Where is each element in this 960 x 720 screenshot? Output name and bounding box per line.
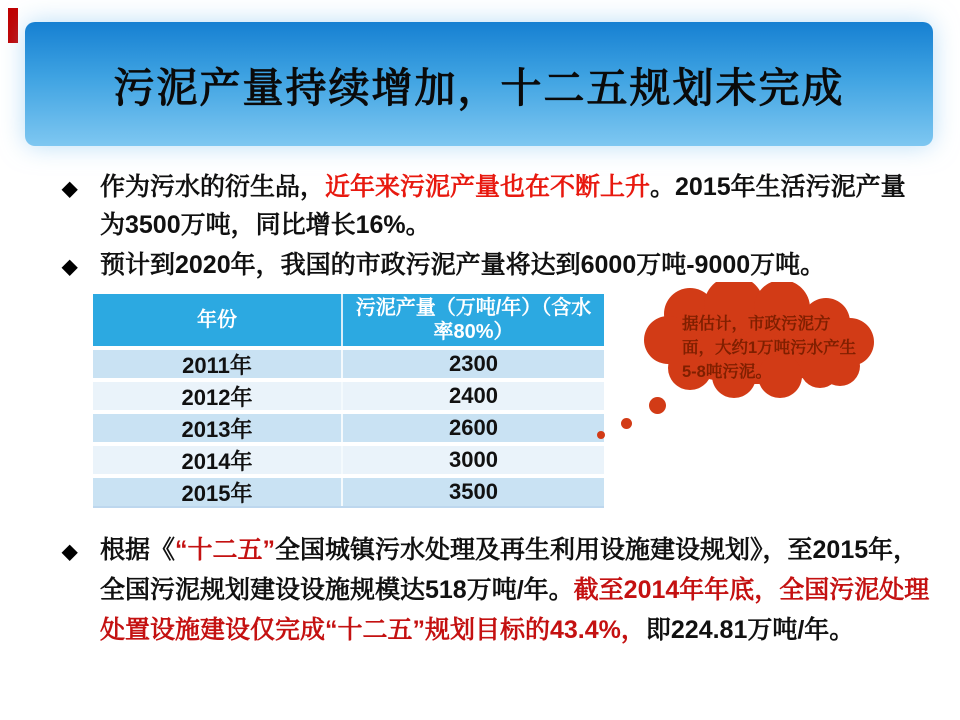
table-cell-production: 2300: [343, 350, 604, 378]
table-row: [93, 382, 604, 410]
corner-red-marker: [8, 8, 18, 43]
text-segment: 即224.81万吨/年。: [645, 616, 855, 644]
text-segment: 预计到2020年，我国的市政污泥产量将达到6000万吨-9000万吨。: [100, 251, 826, 279]
diamond-bullet-icon: ◆: [62, 178, 78, 200]
table-row: [93, 414, 604, 442]
table-cell-production: 2600: [343, 414, 604, 442]
table-header-production: 污泥产量（万吨/年）（含水率80%）: [355, 297, 592, 343]
table-cell-production: 2400: [343, 382, 604, 410]
table-row: [93, 350, 604, 378]
table-cell-year: 2015年: [93, 478, 343, 506]
table-cell-year: 2012年: [93, 382, 343, 410]
sludge-production-table: [93, 294, 604, 508]
title-banner: [25, 22, 933, 146]
thought-bubble-text: 据估计，市政污泥方面，大约1万吨污水产生5-8吨污泥。: [682, 315, 857, 381]
table-cell-year: 2014年: [93, 446, 343, 474]
table-row: [93, 478, 604, 506]
red-text-segment: 近年来污泥产量也在不断上升: [325, 173, 651, 201]
table-row: [93, 446, 604, 474]
table-cell-year: 2011年: [93, 350, 343, 378]
bubble-tail-dot: [597, 431, 605, 439]
text-segment: 根据《: [100, 536, 176, 564]
bullet-text: [62, 246, 930, 284]
bullet-text: [62, 168, 930, 244]
bullet-text: [62, 530, 930, 650]
bullet-sludge-rising: [62, 168, 930, 244]
red-text-segment: 截至2014年年底，全国污泥处理处置设施建设仅完成“十二五”规划目标的43.4%，: [100, 576, 930, 644]
bullet-2020-forecast: [62, 246, 930, 284]
red-text-segment: “十二五”: [175, 536, 276, 564]
table-cell-production: 3500: [343, 478, 604, 506]
table-header-row: [93, 294, 604, 346]
table-cell-production: 3000: [343, 446, 604, 474]
text-segment: 。2015年生活污泥产量为3500万吨，同比增长16%。: [100, 173, 906, 239]
slide-title: 污泥产量持续增加，十二五规划未完成: [113, 64, 845, 111]
text-segment: 全国城镇污水处理及再生利用设施建设规划》，至2015年，全国污泥规划建设设施规模达518万吨/年。: [100, 536, 919, 604]
table-cell-year: 2013年: [93, 414, 343, 442]
table-header-year: 年份: [93, 294, 343, 346]
bubble-tail-dot: [649, 397, 666, 414]
diamond-bullet-icon: ◆: [62, 256, 78, 278]
text-segment: 作为污水的衍生品，: [100, 173, 326, 201]
sludge-table-body: [93, 350, 604, 506]
bullet-plan-unfinished: [62, 530, 930, 650]
diamond-bullet-icon: ◆: [62, 541, 78, 563]
bubble-tail-dot: [621, 418, 632, 429]
